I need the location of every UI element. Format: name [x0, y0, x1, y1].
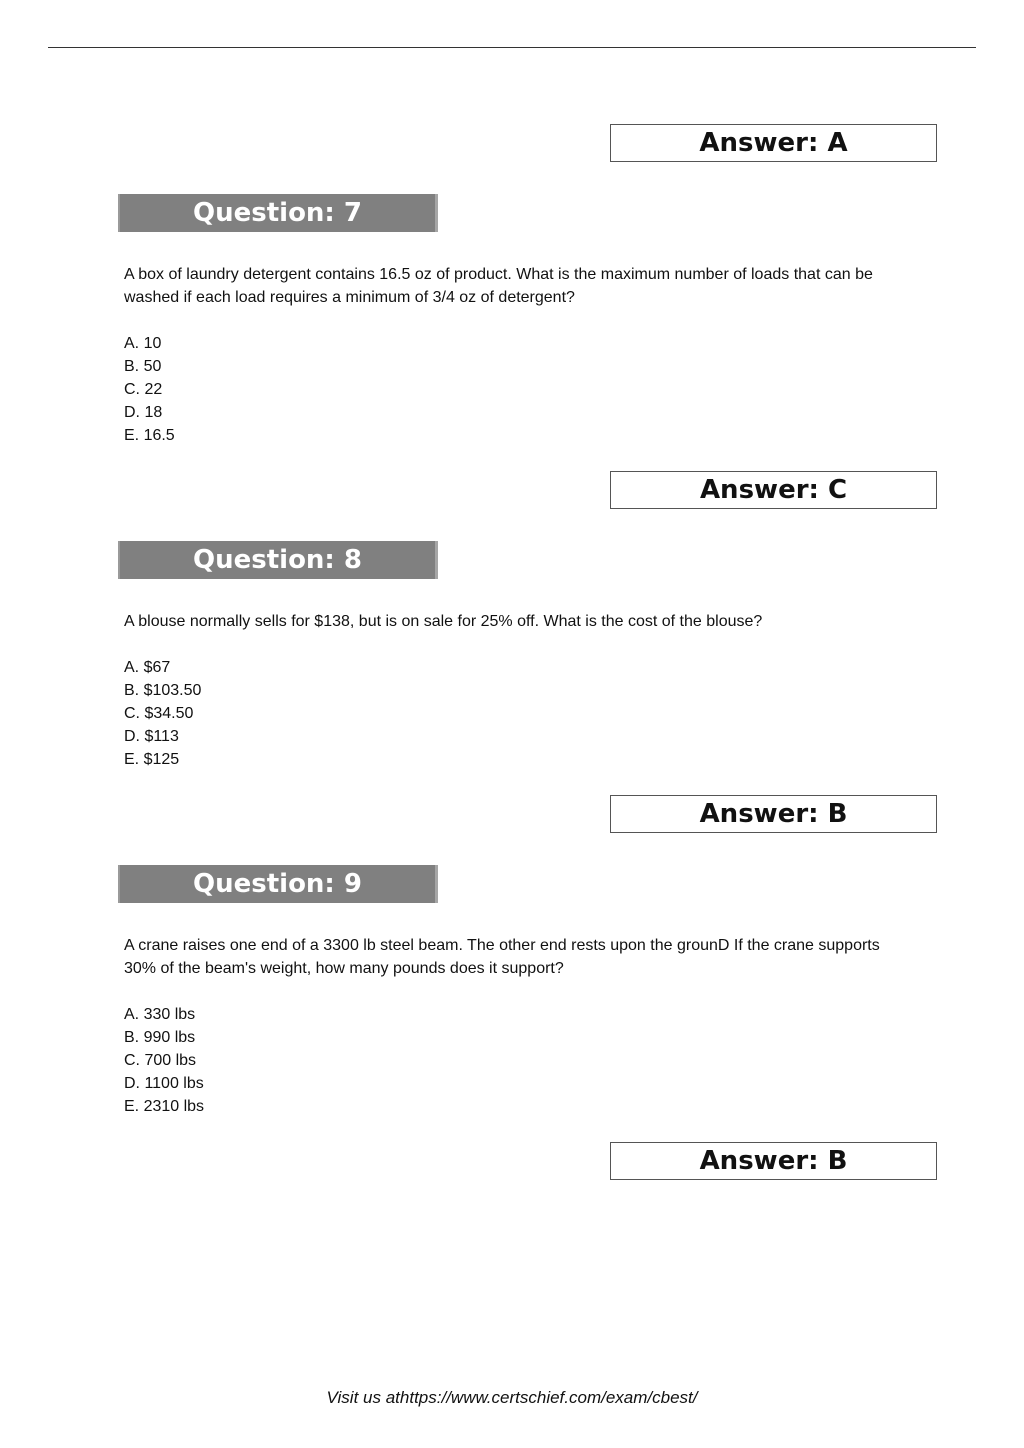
answer-box-6: Answer: A	[610, 124, 937, 162]
answer-box-7: Answer: C	[610, 471, 937, 509]
answer-box-8: Answer: B	[610, 795, 937, 833]
option-7-c: C. 22	[124, 381, 163, 398]
question-heading-8: Question: 8	[118, 541, 438, 579]
option-7-d: D. 18	[124, 404, 163, 421]
option-8-c: C. $34.50	[124, 705, 194, 722]
option-8-d: D. $113	[124, 728, 179, 745]
option-9-b: B. 990 lbs	[124, 1029, 196, 1046]
option-7-e: E. 16.5	[124, 427, 175, 444]
question-text-8: A blouse normally sells for $138, but is on sale for 25% off. What is the cost of the blouse?	[124, 613, 763, 630]
option-8-b: B. $103.50	[124, 682, 202, 699]
option-8-a: A. $67	[124, 659, 171, 676]
header-rule	[48, 47, 976, 48]
option-7-a: A. 10	[124, 335, 162, 352]
option-9-c: C. 700 lbs	[124, 1052, 197, 1069]
question-heading-7: Question: 7	[118, 194, 438, 232]
option-9-a: A. 330 lbs	[124, 1006, 196, 1023]
option-list-9	[124, 1003, 204, 1118]
question-text-9: A crane raises one end of a 3300 lb steel beam. The other end rests upon the grounD If the crane supports 30% of the beam's weight, how many pounds does it support?	[124, 937, 880, 977]
option-7-b: B. 50	[124, 358, 162, 375]
option-8-e: E. $125	[124, 751, 180, 768]
footer-link-text[interactable]: Visit us athttps://www.certschief.com/exam/cbest/	[326, 1388, 698, 1407]
option-list-8	[124, 656, 201, 771]
option-9-d: D. 1100 lbs	[124, 1075, 204, 1092]
option-list-7	[124, 332, 175, 447]
question-heading-9: Question: 9	[118, 865, 438, 903]
option-9-e: E. 2310 lbs	[124, 1098, 205, 1115]
answer-box-9: Answer: B	[610, 1142, 937, 1180]
question-text-7: A box of laundry detergent contains 16.5 oz of product. What is the maximum number of loads that can be washed if each load requires a minimum of 3/4 oz of detergent?	[124, 266, 873, 306]
